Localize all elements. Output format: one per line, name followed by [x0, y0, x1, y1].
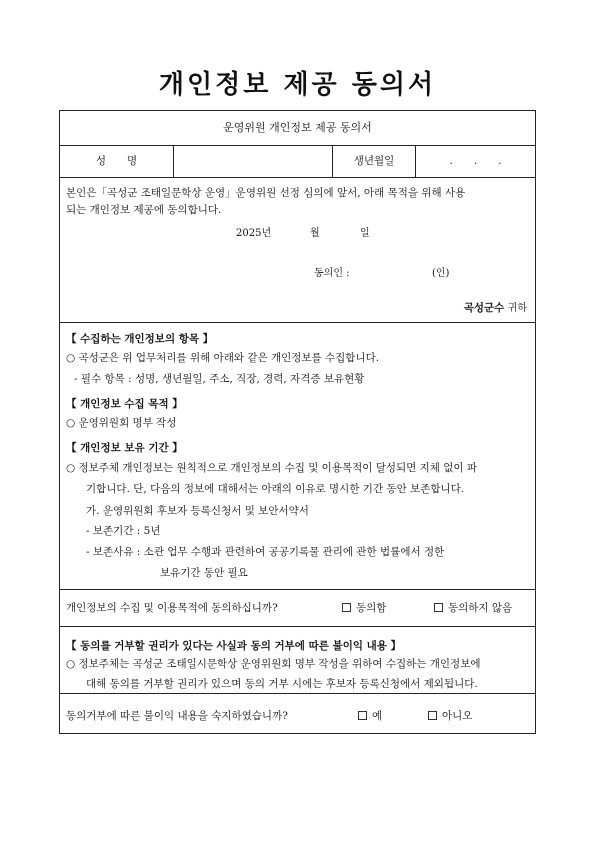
section-text: 대해 동의를 거부할 권리가 있으며 동의 거부 시에는 후보자 등록신청에서 제외됩니다.	[86, 678, 478, 690]
recipient	[464, 301, 527, 316]
section-text: ○ 운영위원회 명부 작성	[66, 417, 177, 429]
section-heading: 【 동의를 거부할 권리가 있다는 사실과 동의 거부에 따른 불이익 내용 】	[66, 640, 402, 652]
section-text: - 필수 항목 : 성명, 생년월일, 주소, 직장, 경력, 자격증 보유현황	[74, 373, 365, 385]
recipient-suffix: 귀하	[507, 303, 527, 314]
name-label: 성 명	[95, 155, 138, 167]
no-checkbox[interactable]	[428, 711, 437, 720]
section-text: ○ 정보주체 개인정보는 원칙적으로 개인정보의 수집 및 이용목적이 달성되면 지체 없이 파	[66, 462, 478, 474]
date-year[interactable]: 2025년	[236, 228, 272, 239]
birth-field[interactable]: . . .	[449, 155, 502, 167]
question-acknowledge: 동의거부에 따른 불이익 내용을 숙지하였습니까?	[66, 710, 288, 722]
section-heading: 【 개인정보 수집 목적 】	[66, 398, 183, 410]
consent-text: 되는 개인정보 제공에 동의합니다.	[66, 204, 222, 216]
agree-option[interactable]: 동의함	[342, 601, 386, 615]
document-title: 개인정보 제공 동의서	[158, 70, 437, 100]
yes-option[interactable]: 예	[358, 709, 382, 723]
date-month[interactable]: 월	[310, 228, 320, 239]
section-text: 기합니다. 단, 다음의 정보에 대해서는 아래의 이유로 명시한 기간 동안 보존합니다.	[86, 483, 465, 495]
section-heading: 【 개인정보 보유 기간 】	[66, 442, 183, 454]
date-day[interactable]: 일	[360, 228, 370, 239]
consent-text: 본인은「곡성군 조태일문학상 운영」운영위원 선정 심의에 앞서, 아래 목적을 위해 사용	[66, 187, 466, 199]
section-text: - 보존사유 : 소관 업무 수행과 관련하여 공공기록물 관리에 관한 법률에서 정한	[86, 546, 445, 558]
section-text: 가. 운영위원회 후보자 등록신청서 및 보안서약서	[86, 505, 309, 517]
seal-label[interactable]: (인)	[432, 268, 450, 279]
agree-checkbox[interactable]	[342, 603, 351, 612]
section-text: ○ 곡성군은 위 업무처리를 위해 아래와 같은 개인정보를 수집합니다.	[66, 352, 380, 364]
section-text: ○ 정보주체는 곡성군 조태일시문학상 운영위원회 명부 작성을 위하여 수집하는 개인정보에	[66, 658, 481, 670]
question-consent: 개인정보의 수집 및 이용목적에 동의하십니까?	[66, 602, 278, 614]
disagree-checkbox[interactable]	[434, 603, 443, 612]
section-text: - 보존기간 : 5년	[86, 525, 161, 537]
section-text: 보유기간 동안 필요	[160, 567, 248, 579]
form-subtitle: 운영위원 개인정보 제공 동의서	[223, 121, 372, 134]
divider	[60, 693, 535, 694]
consent-form	[59, 110, 536, 734]
disagree-option[interactable]: 동의하지 않음	[434, 601, 512, 615]
birth-label: 생년월일	[353, 155, 395, 167]
divider	[60, 626, 535, 627]
divider	[60, 589, 535, 590]
signer-label: 동의인 :	[314, 268, 350, 279]
yes-checkbox[interactable]	[358, 711, 367, 720]
divider	[60, 177, 535, 178]
divider	[60, 322, 535, 323]
recipient-name: 곡성군수	[463, 302, 505, 314]
section-heading: 【 수집하는 개인정보의 항목 】	[66, 333, 214, 345]
no-option[interactable]: 아니오	[428, 709, 472, 723]
name-field[interactable]	[174, 146, 331, 176]
